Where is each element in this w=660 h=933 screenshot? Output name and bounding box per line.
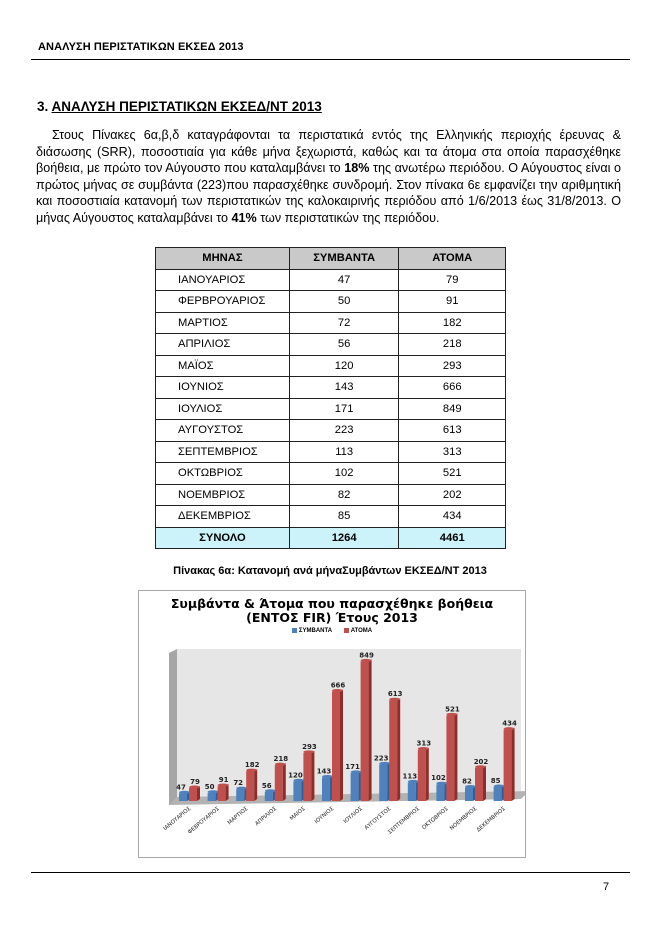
bar-value-label: 47 [176, 783, 186, 792]
legend-label: ΣΥΜΒΑΝΤΑ [298, 628, 333, 635]
bar-incidents [236, 789, 244, 801]
bar-value-label: 143 [316, 767, 332, 776]
table-row [156, 484, 506, 506]
bar-value-label: 50 [204, 782, 215, 791]
legend-swatch-blue [292, 628, 297, 633]
bar-side [283, 763, 286, 801]
cell-month: ΟΚΤΩΒΡΙΟΣ [156, 463, 290, 485]
cell-incidents: 50 [289, 291, 399, 313]
bar-side [397, 698, 400, 801]
section-number: 3. [37, 99, 49, 114]
bar-incidents [408, 782, 416, 801]
legend-item-persons [344, 628, 372, 634]
table-row [156, 420, 506, 442]
running-header: ΑΝΑΛΥΣΗ ΠΕΡΙΣΤΑΤΙΚΩΝ ΕΚΣΕΔ 2013 [38, 41, 244, 53]
highlight-percent-summer: 41% [231, 210, 257, 225]
bar-persons [275, 765, 283, 801]
table-row [156, 506, 506, 528]
total-label: ΣΥΝΟΛΟ [156, 527, 290, 549]
bar-value-label: 82 [462, 777, 472, 786]
x-axis-tick-label: ΜΑΙΟΣ [289, 805, 307, 823]
bar-value-label: 223 [373, 754, 389, 763]
cell-persons: 434 [399, 506, 506, 528]
cell-persons: 218 [399, 334, 506, 356]
bar-side [426, 748, 429, 801]
bar-value-label: 113 [402, 772, 418, 781]
bar-incidents [494, 787, 502, 801]
paragraph-text: των περιστατικών της περιόδου. [256, 210, 440, 225]
section-title: ΑΝΑΛΥΣΗ ΠΕΡΙΣΤΑΤΙΚΩΝ ΕΚΣΕΔ/ΝΤ 2013 [51, 99, 322, 114]
cell-month: ΑΥΓΟΥΣΤΟΣ [156, 420, 290, 442]
bar-persons [189, 788, 197, 801]
total-incidents: 1264 [289, 527, 399, 549]
cell-persons: 202 [399, 484, 506, 506]
bar-side [483, 766, 486, 801]
cell-incidents: 120 [289, 355, 399, 377]
cell-persons: 182 [399, 312, 506, 334]
cell-persons: 849 [399, 398, 506, 420]
table-row [156, 269, 506, 291]
bar-incidents [265, 792, 273, 801]
cell-incidents: 113 [289, 441, 399, 463]
cell-month: ΜΑΪΟΣ [156, 355, 290, 377]
body-paragraph [36, 127, 621, 227]
bar-value-label: 521 [445, 705, 460, 714]
header-divider [31, 59, 630, 60]
bar-incidents [465, 788, 473, 801]
table-total-row [156, 527, 506, 549]
chart-title-line2: (ΕΝΤΟΣ FIR) Έτους 2013 [246, 610, 418, 625]
monthly-incidents-table [155, 247, 506, 549]
cell-persons: 79 [399, 269, 506, 291]
cell-month: ΙΑΝΟΥΑΡΙΟΣ [156, 269, 290, 291]
paragraph-text: της ανωτέρω περιόδου. Ο Αύγουστος είναι ο πρώτος μήνας σε συμβάντα (223)που παρασχέθηκε συνδρομή. Στον πίνακα 6ε εμφανίζει την αριθμητική και ποσοστιαία κατανομή των περιστατικών της καλοκαιρινής περιόδου από 1/6/2013 έως 31/8/2013. Ο μήνας Αύγουστος καταλαμβάνει το [36, 161, 621, 225]
table-row [156, 334, 506, 356]
column-header-persons: ΑΤΟΜΑ [399, 248, 506, 270]
bar-value-label: 434 [502, 719, 517, 728]
bar-persons [218, 786, 226, 801]
chart-title [139, 597, 525, 625]
table-row [156, 312, 506, 334]
bar-value-label: 85 [490, 777, 501, 786]
cell-persons: 666 [399, 377, 506, 399]
cell-persons: 313 [399, 441, 506, 463]
cell-month: ΜΑΡΤΙΟΣ [156, 312, 290, 334]
legend-swatch-red [344, 628, 349, 633]
bar-incidents [293, 781, 301, 801]
cell-incidents: 82 [289, 484, 399, 506]
bar-side [340, 689, 343, 801]
table-row [156, 463, 506, 485]
x-axis-tick-label: ΣΕΠΤΕΜΒΡΙΟΣ [387, 805, 422, 836]
bar-value-label: 79 [190, 778, 200, 787]
cell-month: ΙΟΥΛΙΟΣ [156, 398, 290, 420]
bar-value-label: 666 [330, 681, 346, 690]
bar-value-label: 102 [431, 774, 446, 783]
bar-persons [303, 753, 311, 801]
column-header-month: ΜΗΝΑΣ [156, 248, 290, 270]
x-axis-tick-label: ΑΠΡΙΛΙΟΣ [254, 805, 279, 828]
x-axis-tick-label: ΝΟΕΜΒΡΙΟΣ [449, 805, 479, 832]
page-number: 7 [603, 881, 610, 893]
bar-incidents [208, 793, 216, 801]
section-heading [37, 99, 322, 114]
table-row [156, 441, 506, 463]
x-axis-tick-label: ΙΑΝΟΥΑΡΙΟΣ [162, 805, 193, 833]
bar-value-label: 120 [288, 771, 303, 780]
cell-incidents: 171 [289, 398, 399, 420]
cell-month: ΔΕΚΕΜΒΡΙΟΣ [156, 506, 290, 528]
x-axis-tick-label: ΜΑΡΤΙΟΣ [226, 805, 250, 827]
cell-persons: 293 [399, 355, 506, 377]
bar-side [369, 659, 372, 801]
cell-incidents: 72 [289, 312, 399, 334]
cell-month: ΦΕΡΒΡΟΥΑΡΙΟΣ [156, 291, 290, 313]
footer-divider [31, 872, 630, 873]
total-persons: 4461 [399, 527, 506, 549]
highlight-percent-august: 18% [344, 161, 370, 176]
x-axis-tick-label: ΟΚΤΩΒΡΙΟΣ [421, 805, 450, 832]
table-row [156, 377, 506, 399]
x-axis-tick-label: ΙΟΥΝΙΟΣ [313, 805, 336, 826]
bar-value-label: 202 [473, 757, 489, 766]
bar-value-label: 171 [345, 762, 360, 771]
legend-item-incidents [292, 628, 332, 634]
bar-side [512, 728, 515, 801]
bar-incidents [379, 764, 387, 801]
cell-incidents: 47 [289, 269, 399, 291]
cell-incidents: 56 [289, 334, 399, 356]
bar-persons [389, 700, 397, 801]
bar-side [311, 751, 314, 801]
x-axis-tick-label: ΙΟΥΛΙΟΣ [342, 805, 364, 825]
bar-chart [138, 590, 526, 858]
bar-side [454, 713, 457, 801]
bar-incidents [351, 773, 359, 801]
cell-incidents: 102 [289, 463, 399, 485]
bar-side [254, 769, 257, 801]
cell-month: ΑΠΡΙΛΙΟΣ [156, 334, 290, 356]
cell-month: ΙΟΥΝΙΟΣ [156, 377, 290, 399]
bar-value-label: 849 [359, 651, 374, 660]
bar-value-label: 313 [416, 739, 432, 748]
bar-value-label: 91 [218, 776, 229, 785]
bar-value-label: 293 [302, 742, 317, 751]
paragraph-text: Στους Πίνακες 6α,β,δ καταγράφονται τα περιστατικά εντός της Ελληνικής περιοχής έρευνας & διάσωσης (SRR), ποσοστιαία για κάθε μήνα ξεχωριστά, καθώς και τα άτομα στα οποία παρασχέθηκε βοήθεια, με πρώτο τον Αύγουστο που καταλαμβάνει το [36, 128, 621, 176]
column-header-incidents: ΣΥΜΒΑΝΤΑ [289, 248, 399, 270]
table-row [156, 291, 506, 313]
table-row [156, 398, 506, 420]
cell-persons: 91 [399, 291, 506, 313]
bar-incidents [322, 777, 330, 801]
cell-month: ΝΟΕΜΒΡΙΟΣ [156, 484, 290, 506]
bar-value-label: 72 [233, 779, 244, 788]
bar-persons [446, 715, 454, 801]
bar-value-label: 56 [261, 781, 272, 790]
table-caption: Πίνακας 6α: Κατανομή ανά μήναΣυμβάντων ΕΚΣΕΔ/ΝΤ 2013 [173, 565, 487, 577]
chart-side-wall [169, 649, 177, 805]
bar-value-label: 613 [387, 690, 403, 699]
bar-value-label: 182 [244, 761, 260, 770]
bar-incidents [436, 784, 444, 801]
bar-persons [361, 661, 369, 801]
x-axis-tick-label: ΦΕΒΡΟΥΑΡΙΟΣ [187, 805, 221, 836]
table-header-row [156, 248, 506, 270]
cell-persons: 613 [399, 420, 506, 442]
chart-legend [139, 628, 525, 634]
bar-persons [504, 730, 512, 801]
cell-incidents: 223 [289, 420, 399, 442]
x-axis-tick-label: ΔΕΚΕΜΒΡΙΟΣ [475, 805, 507, 834]
chart-title-line1: Συμβάντα & Άτομα που παρασχέθηκε βοήθεια [170, 596, 494, 611]
legend-label: ΑΤΟΜΑ [350, 628, 373, 635]
cell-persons: 521 [399, 463, 506, 485]
bar-persons [475, 768, 483, 801]
bar-persons [246, 771, 254, 801]
cell-month: ΣΕΠΤΕΜΒΡΙΟΣ [156, 441, 290, 463]
cell-incidents: 143 [289, 377, 399, 399]
cell-incidents: 85 [289, 506, 399, 528]
table-row [156, 355, 506, 377]
bar-incidents [179, 793, 187, 801]
bar-persons [418, 750, 426, 801]
bar-persons [332, 691, 340, 801]
bar-side [226, 784, 229, 801]
x-axis-tick-label: ΑΥΓΟΥΣΤΟΣ [363, 805, 393, 832]
bar-value-label: 218 [273, 755, 289, 764]
